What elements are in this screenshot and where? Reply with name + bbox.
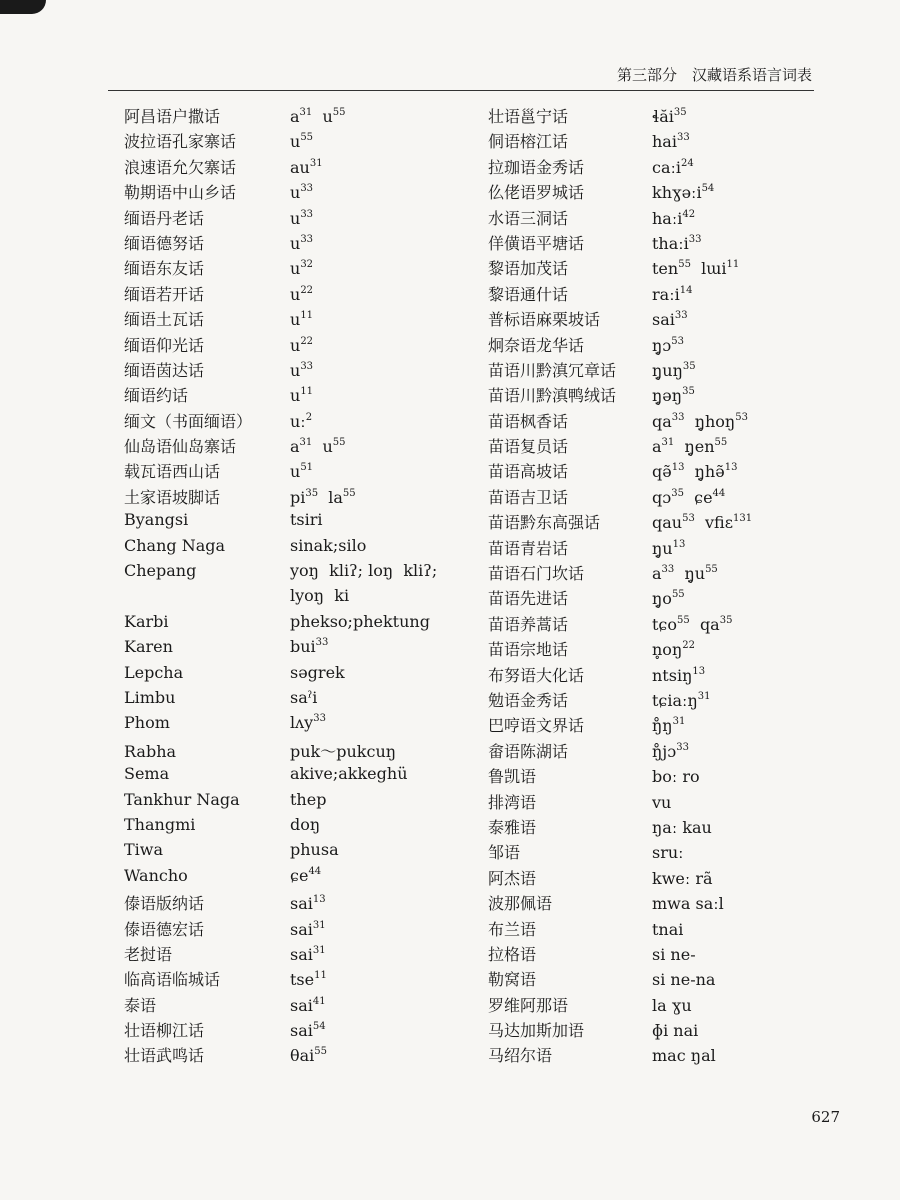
word-form: ŋ̊jɔ$^{33}$: [652, 741, 689, 761]
language-label: Limbu: [124, 687, 176, 707]
language-label: 排湾语: [488, 792, 537, 812]
word-entry: [488, 561, 752, 586]
word-form: θai$^{55}$: [290, 1046, 328, 1066]
language-label: 水语三洞话: [488, 208, 569, 228]
word-form: ɬăi$^{35}$: [652, 107, 687, 126]
word-form: $u^{33}$: [290, 183, 314, 203]
word-form: ŋ̥əŋ$^{35}$: [652, 386, 695, 406]
word-form: akive;akkeghü: [290, 764, 408, 784]
word-entry: [124, 942, 437, 967]
word-entry: [124, 282, 437, 307]
word-form: $pi^{35}$ $la^{55}$: [290, 487, 356, 507]
word-form: bui$^{33}$: [290, 637, 329, 657]
word-form: qə̃$^{13}$ ŋ̥hə̃$^{13}$: [652, 462, 738, 482]
word-entry: [488, 510, 752, 535]
word-form: ten$^{55}$ lɯi$^{11}$: [652, 259, 740, 279]
language-label: 苗语川黔滇冗章话: [488, 360, 617, 380]
word-entry: [124, 561, 437, 586]
word-entry: [488, 891, 752, 916]
language-label: 波拉语孔家寨话: [124, 132, 237, 152]
word-form: la ɣu: [652, 995, 692, 1015]
word-entry: [124, 536, 437, 561]
word-entry: [488, 358, 752, 383]
language-label: 勒期语中山乡话: [124, 183, 237, 203]
word-entry: [124, 612, 437, 637]
word-entry: [124, 333, 437, 358]
word-entry: [488, 866, 752, 891]
language-label: 布努语大化话: [488, 665, 585, 685]
word-entry: [488, 180, 752, 205]
word-form: ɕe$^{44}$: [290, 865, 322, 885]
language-label: 苗语先进话: [488, 589, 569, 609]
word-form: sai$^{33}$: [652, 310, 688, 330]
language-label: Thangmi: [124, 814, 196, 834]
word-form: $ŋ̥o^{55}$: [652, 589, 685, 609]
word-entry: [124, 891, 437, 916]
word-form: $u^{11}$: [290, 386, 314, 406]
language-label: 仙岛语仙岛寨话: [124, 437, 237, 457]
word-form: saˀi: [290, 687, 318, 707]
language-label: 黎语加茂话: [488, 259, 569, 279]
word-form: phekso;phektung: [290, 611, 430, 631]
word-form: lyoŋ ki: [290, 586, 350, 606]
word-form: kweː rã: [652, 868, 713, 888]
word-entry: [488, 840, 752, 865]
language-label: 浪速语允欠寨话: [124, 157, 237, 177]
language-label: 苗语川黔滇鸭绒话: [488, 386, 617, 406]
language-label: 苗语黔东高强话: [488, 513, 601, 533]
word-form: mac ŋal: [652, 1046, 716, 1066]
word-entry: [488, 993, 752, 1018]
language-label: Chepang: [124, 561, 197, 581]
language-label: 临高语临城话: [124, 970, 221, 990]
language-label: 苗语高坡话: [488, 462, 569, 482]
word-entry: [488, 1018, 752, 1043]
language-label: 拉格语: [488, 944, 537, 964]
language-label: 勉语金秀话: [488, 690, 569, 710]
word-form: ɸi nai: [652, 1021, 699, 1041]
word-entry: [488, 256, 752, 281]
word-entry: [124, 1018, 437, 1043]
word-form: ŋaː kau: [652, 817, 712, 837]
word-entry: [124, 180, 437, 205]
word-entry: [488, 434, 752, 459]
language-label: 罗维阿那语: [488, 995, 569, 1015]
language-label: Sema: [124, 764, 170, 784]
word-entry: [488, 333, 752, 358]
running-header: 第三部分 汉藏语系语言词表: [616, 66, 812, 84]
word-entry: [488, 231, 752, 256]
language-label: 侗语榕江话: [488, 132, 569, 152]
language-label: Rabha: [124, 741, 177, 761]
word-entry: [124, 637, 437, 662]
word-entry: [124, 485, 437, 510]
word-entry: [488, 663, 752, 688]
language-label: 马绍尔语: [488, 1046, 553, 1066]
word-entry: [124, 713, 437, 738]
language-label: 波那佩语: [488, 894, 553, 914]
word-entry: [488, 485, 752, 510]
language-label: Byangsi: [124, 510, 189, 530]
word-entry: [488, 586, 752, 611]
word-form: uː$^2$: [290, 411, 313, 431]
language-label: 老挝语: [124, 944, 173, 964]
word-entry: [488, 688, 752, 713]
language-label: 布兰语: [488, 919, 537, 939]
language-label: 傣语版纳话: [124, 894, 205, 914]
language-label: 马达加斯加语: [488, 1021, 585, 1041]
word-entry: [124, 383, 437, 408]
word-form: haːi$^{42}$: [652, 208, 696, 228]
word-form: $u^{32}$: [290, 259, 314, 279]
word-entry: [124, 409, 437, 434]
word-form: raːi$^{14}$: [652, 284, 693, 304]
word-form: $u^{33}$: [290, 360, 314, 380]
word-form: $a^{31}$ $u^{55}$: [290, 107, 346, 126]
language-label: Lepcha: [124, 662, 184, 682]
right-column: [488, 104, 752, 1069]
word-entry: [488, 713, 752, 738]
word-form: phusa: [290, 840, 339, 860]
word-entry: [488, 155, 752, 180]
language-label: 苗语石门坎话: [488, 564, 585, 584]
language-label: 缅语东友话: [124, 259, 205, 279]
word-form: sinak;silo: [290, 535, 367, 555]
word-form: lʌy$^{33}$: [290, 713, 326, 733]
word-form: ntsiŋ$^{13}$: [652, 665, 706, 685]
word-form: $ŋ̊ŋ^{31}$: [652, 716, 686, 736]
language-label: 缅语丹老话: [124, 208, 205, 228]
language-label: 苗语枫香话: [488, 411, 569, 431]
language-label: 阿昌语户撒话: [124, 107, 221, 126]
word-entry: [124, 104, 437, 129]
word-entry: [488, 307, 752, 332]
word-form: $u^{33}$: [290, 208, 314, 228]
word-entry: [124, 256, 437, 281]
word-entry: [488, 739, 752, 764]
word-entry: [124, 231, 437, 256]
language-label: 土家语坡脚话: [124, 487, 221, 507]
word-form: $u^{33}$: [290, 233, 314, 253]
word-form: si ne-na: [652, 970, 716, 990]
word-form: boː ro: [652, 767, 700, 787]
language-label: 苗语宗地话: [488, 640, 569, 660]
language-label: 壮语武鸣话: [124, 1046, 205, 1066]
word-entry: [488, 764, 752, 789]
language-label: 壮语邕宁话: [488, 107, 569, 126]
word-entry: [488, 612, 752, 637]
word-entry: [488, 459, 752, 484]
word-entry: [124, 815, 437, 840]
language-label: Tankhur Naga: [124, 789, 240, 809]
word-entry: [124, 993, 437, 1018]
language-label: 拉珈语金秀话: [488, 157, 585, 177]
word-entry: [488, 104, 752, 129]
language-label: 苗语养蒿话: [488, 614, 569, 634]
word-entry: [124, 663, 437, 688]
word-entry: [488, 536, 752, 561]
language-label: 载瓦语西山话: [124, 462, 221, 482]
word-form: sruː: [652, 843, 684, 863]
word-form: sai$^{41}$: [290, 995, 326, 1015]
language-label: 泰雅语: [488, 817, 537, 837]
word-form: hai$^{33}$: [652, 132, 690, 152]
word-entry: [488, 409, 752, 434]
word-form: $n̥oŋ^{22}$: [652, 640, 695, 660]
word-form: sai$^{13}$: [290, 894, 326, 914]
word-entry: [124, 866, 437, 891]
word-entry: [124, 764, 437, 789]
word-entry: [124, 307, 437, 332]
word-entry: [124, 739, 437, 764]
language-label: 壮语柳江话: [124, 1021, 205, 1041]
page-number: 627: [811, 1108, 840, 1126]
word-form: $a^{31}$ $ŋ̥en^{55}$: [652, 437, 728, 457]
word-form: $u^{22}$: [290, 335, 314, 355]
word-form: yoŋ kliʔ; loŋ kliʔ;: [290, 561, 438, 581]
word-entry: [124, 206, 437, 231]
language-label: 缅语土瓦话: [124, 310, 205, 330]
language-label: 缅文（书面缅语）: [124, 411, 253, 431]
word-form: tnai: [652, 919, 684, 939]
word-form: thep: [290, 789, 327, 809]
word-entry: [124, 129, 437, 154]
word-form: $u^{51}$: [290, 462, 314, 482]
word-form: sai$^{31}$: [290, 919, 326, 939]
word-form: tɕo$^{55}$ $qa^{35}$: [652, 614, 733, 634]
word-entry: [124, 967, 437, 992]
word-entry: [124, 155, 437, 180]
word-form: caːi$^{24}$: [652, 157, 694, 177]
word-form: $u^{11}$: [290, 310, 314, 330]
language-label: Tiwa: [124, 840, 164, 860]
word-form: $qa^{33}$ ŋ̥hoŋ$^{53}$: [652, 411, 748, 431]
language-label: 邹语: [488, 843, 521, 863]
word-entry: [488, 1043, 752, 1068]
language-label: 缅语德努话: [124, 233, 205, 253]
word-form: $a^{33}$ $ŋ̥u^{55}$: [652, 564, 718, 584]
word-entry: [124, 510, 437, 535]
word-form: səgrek: [290, 662, 345, 682]
word-form: tse$^{11}$: [290, 970, 327, 990]
language-label: 阿杰语: [488, 868, 537, 888]
word-form: sai$^{54}$: [290, 1021, 326, 1041]
word-form: tɕiaːŋ$^{31}$: [652, 690, 711, 710]
header-rule: [108, 90, 814, 91]
language-label: Karen: [124, 637, 173, 657]
word-form: $u^{55}$: [290, 132, 314, 152]
language-label: Wancho: [124, 865, 188, 885]
word-entry: [488, 206, 752, 231]
language-label: 泰语: [124, 995, 157, 1015]
word-entry: [488, 967, 752, 992]
language-label: 苗语吉卫话: [488, 487, 569, 507]
language-label: 勒窝语: [488, 970, 537, 990]
language-label: 鲁凯语: [488, 767, 537, 787]
word-entry: [488, 815, 752, 840]
word-form: $ŋ̥uŋ^{35}$: [652, 360, 696, 380]
page-edge-shadow: [0, 0, 46, 14]
word-form: ŋ̥ɔ$^{53}$: [652, 335, 684, 355]
word-form: qɔ$^{35}$ ɕe$^{44}$: [652, 487, 726, 507]
word-form: puk～pukcuŋ: [290, 741, 397, 761]
word-form: sai$^{31}$: [290, 944, 326, 964]
word-entry: [124, 434, 437, 459]
word-entry: [124, 917, 437, 942]
word-form: $u^{22}$: [290, 284, 314, 304]
word-form: mwa saːl: [652, 894, 724, 914]
word-form: vu: [652, 792, 672, 812]
language-label: 缅语仰光话: [124, 335, 205, 355]
language-label: 苗语青岩话: [488, 538, 569, 558]
word-entry: [488, 942, 752, 967]
word-entry: [488, 383, 752, 408]
left-column: [124, 104, 437, 1069]
language-label: 巴哼语文界话: [488, 716, 585, 736]
word-entry: [124, 840, 437, 865]
word-entry: [124, 459, 437, 484]
language-label: 黎语通什话: [488, 284, 569, 304]
language-label: 缅语约话: [124, 386, 189, 406]
language-label: 缅语茵达话: [124, 360, 205, 380]
word-form: $ŋ̥u^{13}$: [652, 538, 686, 558]
word-form: $au^{31}$: [290, 157, 323, 177]
language-label: Chang Naga: [124, 535, 226, 555]
word-entry: [124, 586, 437, 611]
word-form: khɣəːi$^{54}$: [652, 183, 715, 203]
language-label: Phom: [124, 713, 170, 733]
word-form: si ne-: [652, 944, 696, 964]
word-entry: [488, 917, 752, 942]
language-label: 炯奈语龙华话: [488, 335, 585, 355]
word-entry: [488, 129, 752, 154]
language-label: 普标语麻栗坡话: [488, 310, 601, 330]
language-label: 缅语若开话: [124, 284, 205, 304]
word-form: thaːi$^{33}$: [652, 233, 702, 253]
word-entry: [124, 790, 437, 815]
language-label: 佯僙语平塘话: [488, 233, 585, 253]
word-entry: [124, 1043, 437, 1068]
word-entry: [488, 282, 752, 307]
word-entry: [488, 790, 752, 815]
word-form: $a^{31}$ $u^{55}$: [290, 437, 346, 457]
word-entry: [488, 637, 752, 662]
word-form: qau$^{53}$ vfiɛ$^{131}$: [652, 513, 753, 533]
word-form: doŋ: [290, 814, 321, 834]
language-label: 仫佬语罗城话: [488, 183, 585, 203]
word-entry: [124, 358, 437, 383]
language-label: 苗语复员话: [488, 437, 569, 457]
word-form: tsiri: [290, 510, 323, 530]
word-entry: [124, 688, 437, 713]
language-label: 傣语德宏话: [124, 919, 205, 939]
language-label: 畲语陈湖话: [488, 741, 569, 761]
language-label: Karbi: [124, 611, 169, 631]
